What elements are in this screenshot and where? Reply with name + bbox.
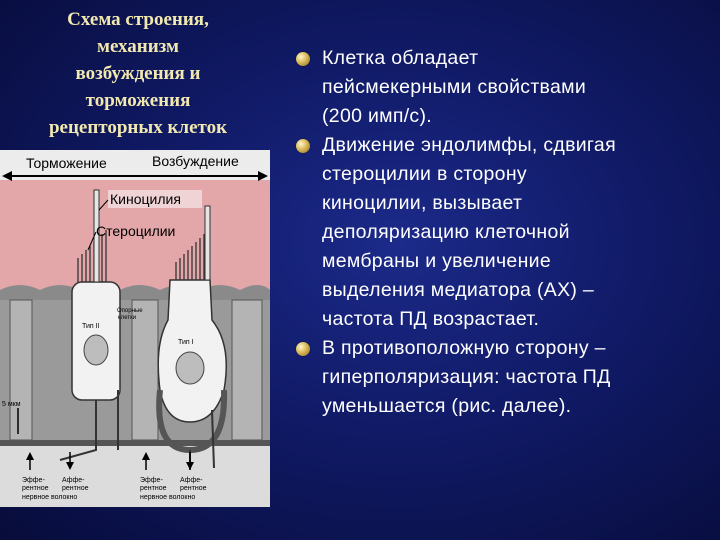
bullet-line: (200 имп/с). (322, 105, 432, 127)
bullet-line: выделения медиатора (АХ) – (322, 279, 595, 301)
supporting-cell (132, 300, 158, 440)
afferent-arrow-head (186, 462, 194, 470)
basement-membrane (0, 440, 270, 446)
afferent-arrow-head (66, 462, 74, 470)
title-line: торможения (85, 90, 191, 111)
bullet-line: мембраны и увеличение (322, 250, 551, 272)
nucleus-type-2 (84, 335, 108, 365)
nucleus-type-1 (176, 352, 204, 384)
bullet-list (294, 44, 714, 421)
bullet-line: деполяризацию клеточной (322, 221, 570, 243)
title-line: рецепторных клеток (48, 117, 228, 138)
inhibition-label: Торможение (26, 155, 107, 171)
bullet-line: Движение эндолимфы, сдвигая (322, 134, 616, 156)
receptor-cell-diagram (0, 150, 270, 507)
supporting-cell (10, 300, 32, 440)
fiber-label: нервное волокно (140, 494, 196, 501)
afferent-label: рентное (180, 485, 207, 492)
bullet-line: частота ПД возрастает. (322, 308, 540, 330)
bullet-item (294, 131, 714, 334)
bullet-dot-icon (296, 52, 310, 66)
title-line: Схема строения, (67, 9, 209, 30)
bullet-line: пейсмекерными свойствами (322, 76, 587, 98)
stereocilia-label: Стероцилии (96, 223, 176, 239)
efferent-label: Эффе- (140, 477, 163, 484)
supporting-cell (232, 300, 262, 440)
supporting-cells-label: Опорные (117, 308, 143, 314)
afferent-label: Аффе- (62, 477, 85, 484)
excitation-label: Возбуждение (152, 153, 239, 169)
bullet-line: гиперполяризация: частота ПД (322, 366, 611, 388)
bullet-line: Клетка обладает (322, 47, 479, 69)
kinocilium-label: Киноцилия (110, 191, 181, 207)
fiber-label: нервное волокно (22, 494, 78, 501)
efferent-arrow-head (26, 452, 34, 460)
afferent-label: Аффе- (180, 477, 203, 484)
bullet-line: киноцилии, вызывает (322, 192, 523, 214)
afferent-label: рентное (62, 485, 89, 492)
bullet-line: стероцилии в сторону (322, 163, 527, 185)
efferent-label: рентное (140, 485, 167, 492)
bullet-dot-icon (296, 342, 310, 356)
supporting-cells-label: клетки (118, 315, 137, 321)
bullet-line: В противоположную сторону – (322, 337, 606, 359)
scale-label: 5 мкм (2, 401, 21, 408)
kinocilium-right (205, 206, 210, 280)
type2-label: Тип II (82, 323, 100, 330)
title-line: возбуждения и (75, 63, 201, 84)
bullet-item (294, 334, 714, 421)
title-line: механизм (97, 36, 179, 57)
efferent-arrow-head (142, 452, 150, 460)
receptor-cell-svg (0, 150, 270, 507)
bullet-dot-icon (296, 139, 310, 153)
bullet-line: уменьшается (рис. далее). (322, 395, 572, 417)
bullet-item (294, 44, 714, 131)
type1-label: Тип I (178, 339, 194, 346)
slide-title (0, 6, 276, 141)
efferent-label: рентное (22, 485, 49, 492)
efferent-label: Эффе- (22, 477, 45, 484)
